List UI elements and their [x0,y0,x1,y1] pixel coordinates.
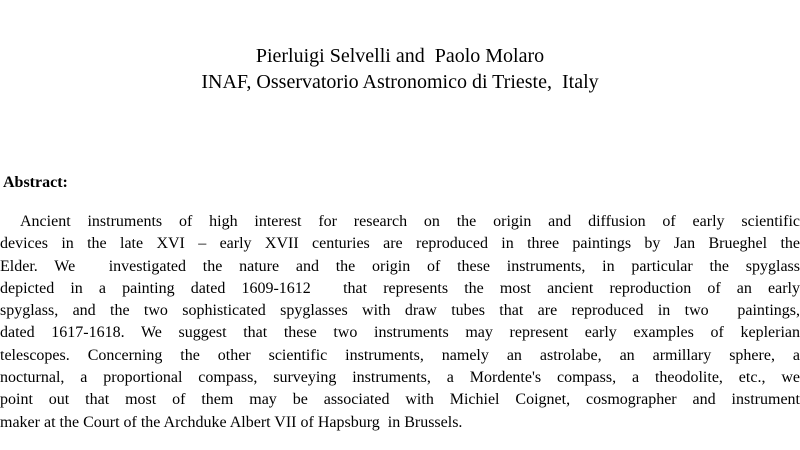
abstract-line: Ancient instruments of high interest for research on the origin and diffusion of early scientific [20,213,800,230]
abstract-line: dated 1617-1618. We suggest that these two instruments may represent early examples of keplerian [0,324,800,342]
abstract-body [0,211,800,434]
abstract-line: point out that most of them may be associated with Michiel Coignet, cosmographer and instrument [0,391,800,409]
abstract-line: telescopes. Concerning the other scientific instruments, namely an astrolabe, an armillary sphere, a [0,346,800,364]
abstract-heading: Abstract: [3,174,68,191]
abstract-line: devices in the late XVI – early XVII centuries are reproduced in three paintings by Jan Brueghel the [0,235,800,253]
author-names: Pierluigi Selvelli and Paolo Molaro [255,45,545,67]
abstract-line: nocturnal, a proportional compass, surveying instruments, a Mordente's compass, a theodolite, etc., we [0,369,800,387]
abstract-line: spyglass, and the two sophisticated spyglasses with draw tubes that are reproduced in two paintings, [0,302,800,320]
abstract-line: Elder. We investigated the nature and the origin of these instruments, in particular the spyglass [0,257,800,275]
abstract-line: depicted in a painting dated 1609-1612 that represents the most ancient reproduction of an early [0,279,800,297]
abstract-line: maker at the Court of the Archduke Albert VII of Hapsburg in Brussels. [0,413,463,431]
author-affiliation: INAF, Osservatorio Astronomico di Trieste, Italy [201,71,599,93]
